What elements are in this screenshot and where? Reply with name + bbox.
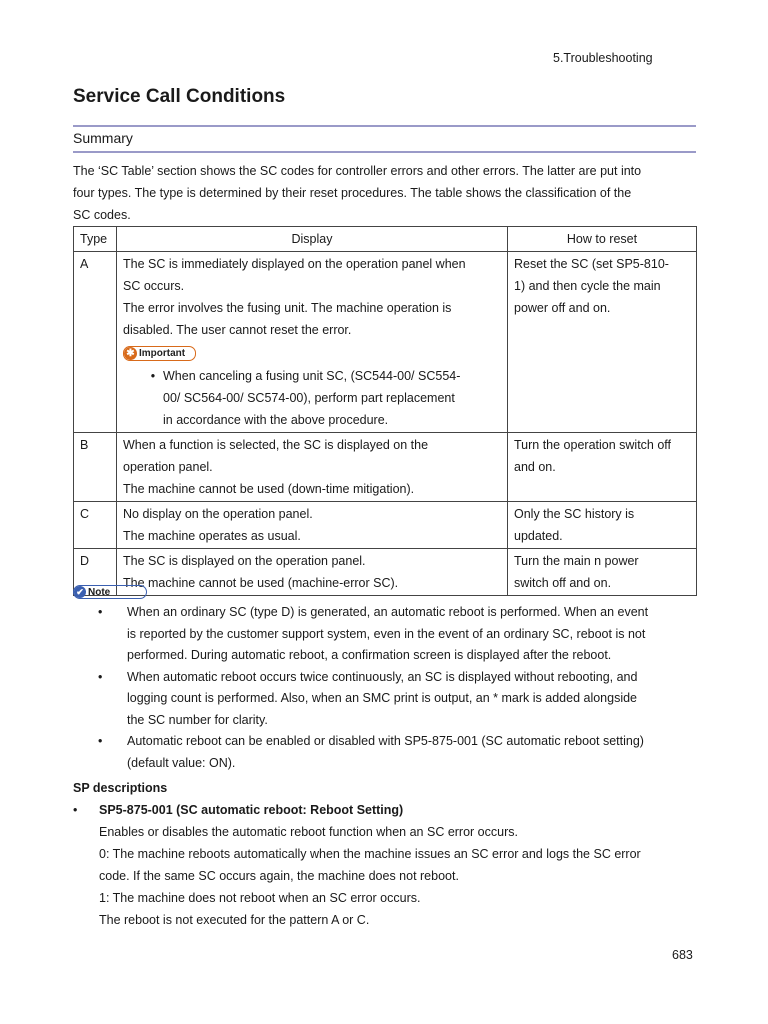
- cell-line: SC occurs.: [123, 279, 185, 293]
- col-header-type: Type: [74, 227, 117, 252]
- cell-line: The machine operates as usual.: [123, 529, 301, 543]
- list-item: [93, 667, 698, 732]
- important-badge: [123, 346, 196, 361]
- cell-line: in accordance with the above procedure.: [163, 413, 389, 427]
- list-item: [93, 602, 698, 667]
- summary-heading: Summary: [73, 125, 696, 153]
- page-number: 683: [672, 948, 693, 962]
- cell-line: The error involves the fusing unit. The machine operation is: [123, 301, 452, 315]
- reset-cell: [508, 433, 697, 502]
- note-line: performed. During automatic reboot, a confirmation screen is displayed after the reboot.: [127, 648, 612, 662]
- cell-line: The machine cannot be used (machine-error SC).: [123, 576, 399, 590]
- note-line: When an ordinary SC (type D) is generated, an automatic reboot is performed. When an event: [127, 605, 649, 619]
- cell-line: and on.: [514, 460, 556, 474]
- note-line: the SC number for clarity.: [127, 712, 268, 727]
- sc-type-table: [73, 226, 697, 596]
- type-cell: A: [74, 252, 117, 433]
- page-title: Service Call Conditions: [73, 86, 286, 107]
- important-label: Important: [139, 348, 186, 359]
- summary-line-1: The ‘SC Table’ section shows the SC codes for controller errors and other errors. The latter are put into: [73, 164, 642, 178]
- sp-item: [73, 799, 698, 931]
- cell-line: disabled. The user cannot reset the error.: [123, 323, 352, 337]
- cell-line: power off and on.: [514, 301, 611, 315]
- table-row: [74, 252, 697, 433]
- cell-line: Only the SC history is: [514, 507, 635, 521]
- bullet-icon: •: [98, 605, 103, 619]
- sp-line: The reboot is not executed for the pattern A or C.: [99, 913, 370, 927]
- table-row: [74, 549, 697, 596]
- cell-line: 00/ SC564-00/ SC574-00), perform part replacement: [163, 391, 455, 405]
- display-cell: [117, 549, 508, 596]
- display-cell: [117, 252, 508, 433]
- cell-line: The SC is displayed on the operation panel.: [123, 554, 366, 568]
- cell-line: When canceling a fusing unit SC, (SC544-00/ SC554-: [163, 369, 461, 383]
- col-header-reset: How to reset: [508, 227, 697, 252]
- cell-line: operation panel.: [123, 460, 213, 474]
- reset-cell: [508, 502, 697, 549]
- cell-line: Reset the SC (set SP5-810-: [514, 257, 669, 271]
- info-icon: ✔: [74, 586, 86, 598]
- table-row: [74, 433, 697, 502]
- cell-line: Turn the operation switch off: [514, 438, 672, 452]
- sp-item-title: SP5-875-001 (SC automatic reboot: Reboot Setting): [99, 803, 404, 817]
- note-line: logging count is performed. Also, when an SMC print is output, an * mark is added alongside: [127, 691, 638, 705]
- reset-cell: [508, 252, 697, 433]
- display-cell: [117, 502, 508, 549]
- note-line: When automatic reboot occurs twice continuously, an SC is displayed without rebooting, and: [127, 669, 638, 684]
- sp-line: code. If the same SC occurs again, the machine does not reboot.: [99, 869, 459, 883]
- sp-descriptions-heading: SP descriptions: [73, 781, 168, 795]
- cell-line: When a function is selected, the SC is displayed on the: [123, 438, 429, 452]
- note-list: [93, 602, 698, 774]
- important-bullet: [123, 365, 501, 431]
- bullet-icon: •: [98, 669, 103, 684]
- sp-line: Enables or disables the automatic reboot function when an SC error occurs.: [99, 825, 518, 839]
- cell-line: No display on the operation panel.: [123, 507, 313, 521]
- note-line: (default value: ON).: [127, 755, 236, 770]
- chapter-header: 5.Troubleshooting: [553, 51, 653, 65]
- bullet-icon: •: [150, 369, 156, 383]
- sp-line: 1: The machine does not reboot when an SC error occurs.: [99, 891, 421, 905]
- cell-line: Turn the main n power: [514, 554, 639, 568]
- cell-line: The SC is immediately displayed on the operation panel when: [123, 257, 466, 271]
- table-row: [74, 502, 697, 549]
- table-header-row: [74, 227, 697, 252]
- summary-line-2: four types. The type is determined by their reset procedures. The table shows the classification of the: [73, 186, 632, 200]
- cell-line: The machine cannot be used (down-time mitigation).: [123, 482, 415, 496]
- sp-line: 0: The machine reboots automatically when the machine issues an SC error and logs the SC error: [99, 847, 641, 861]
- bullet-icon: •: [98, 734, 103, 748]
- cell-line: switch off and on.: [514, 576, 612, 590]
- reset-cell: [508, 549, 697, 596]
- col-header-display: Display: [117, 227, 508, 252]
- summary-line-3: SC codes.: [73, 208, 131, 222]
- important-icon: ✱: [124, 347, 137, 360]
- cell-line: updated.: [514, 529, 563, 543]
- type-cell: B: [74, 433, 117, 502]
- note-label: Note: [88, 586, 111, 598]
- type-cell: C: [74, 502, 117, 549]
- list-item: [93, 731, 698, 774]
- note-line: is reported by the customer support system, even in the event of an ordinary SC, reboot is not: [127, 626, 646, 641]
- type-cell: D: [74, 549, 117, 596]
- note-line: Automatic reboot can be enabled or disabled with SP5-875-001 (SC automatic reboot setting): [127, 734, 644, 748]
- display-cell: [117, 433, 508, 502]
- cell-line: 1) and then cycle the main: [514, 279, 661, 293]
- note-badge: [73, 585, 147, 599]
- bullet-icon: •: [73, 803, 78, 817]
